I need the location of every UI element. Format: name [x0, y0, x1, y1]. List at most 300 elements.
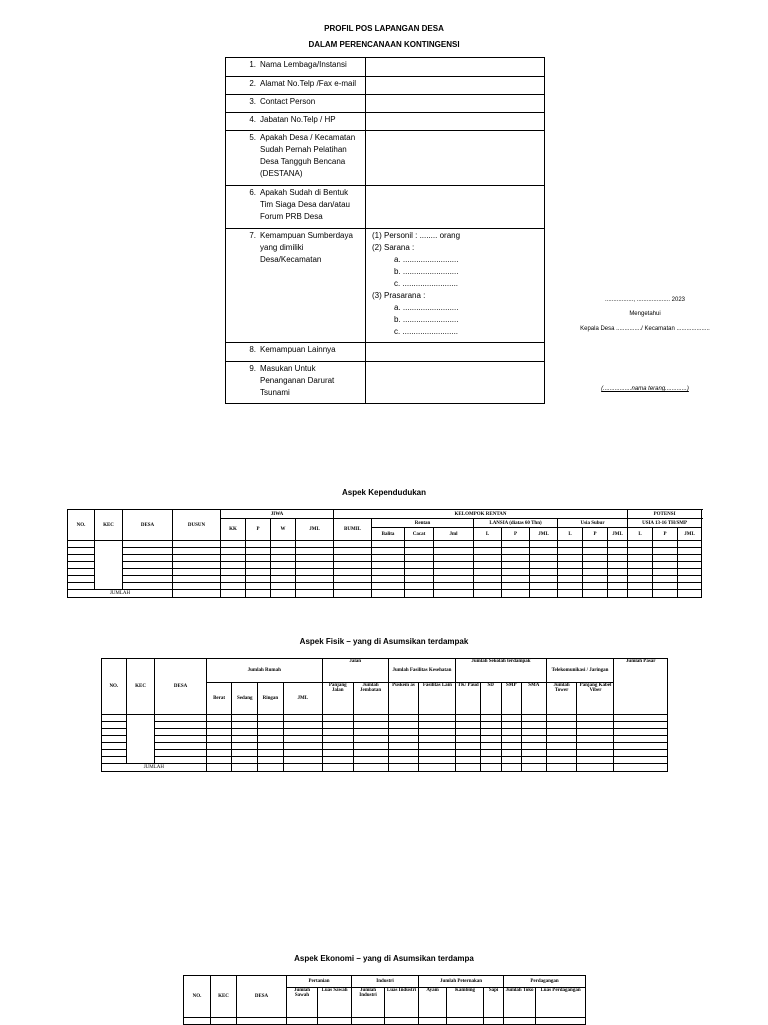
table-cell[interactable] [653, 569, 678, 576]
table-cell[interactable] [678, 555, 702, 562]
answer-cell[interactable] [366, 362, 545, 404]
table-cell[interactable] [474, 583, 502, 590]
table-cell[interactable] [211, 1018, 237, 1025]
table-cell[interactable] [258, 757, 284, 764]
table-cell[interactable] [334, 548, 372, 555]
table-cell[interactable] [502, 541, 530, 548]
col-panjang-jalan: Panjang Jalan [322, 683, 353, 715]
answer-cell[interactable] [366, 58, 545, 77]
table-cell[interactable] [68, 583, 95, 590]
table-cell[interactable] [232, 743, 258, 750]
table-cell[interactable] [474, 562, 502, 569]
table-cell[interactable] [388, 757, 419, 764]
col-perdagangan: Perdagangan [504, 976, 586, 988]
table-cell[interactable] [678, 562, 702, 569]
table-cell[interactable] [102, 722, 127, 729]
table-cell[interactable] [480, 743, 501, 750]
table-cell[interactable] [419, 757, 456, 764]
table-cell[interactable] [577, 722, 614, 729]
table-cell[interactable] [126, 715, 155, 764]
answer-cell[interactable] [366, 95, 545, 113]
table-cell[interactable] [583, 583, 608, 590]
table-cell[interactable] [653, 548, 678, 555]
table-cell[interactable] [546, 743, 577, 750]
table-cell[interactable] [271, 541, 296, 548]
table-cell[interactable] [608, 541, 628, 548]
table-cell[interactable] [68, 562, 95, 569]
table-cell[interactable] [123, 569, 173, 576]
table-cell[interactable] [419, 736, 456, 743]
table-cell[interactable] [614, 743, 668, 750]
table-cell[interactable] [155, 736, 206, 743]
table-cell[interactable] [456, 743, 481, 750]
table-cell[interactable] [608, 583, 628, 590]
table-cell[interactable] [484, 1018, 504, 1025]
table-cell[interactable] [558, 541, 583, 548]
table-cell[interactable] [372, 555, 405, 562]
table-cell[interactable] [502, 576, 530, 583]
table-cell[interactable] [123, 548, 173, 555]
table-cell[interactable] [283, 722, 322, 729]
answer-cell[interactable] [366, 77, 545, 95]
table-cell[interactable] [419, 722, 456, 729]
table-cell[interactable] [102, 729, 127, 736]
table-cell[interactable] [522, 743, 547, 750]
table-cell[interactable] [232, 736, 258, 743]
table-cell[interactable] [530, 548, 558, 555]
table-cell[interactable] [419, 750, 456, 757]
table-cell[interactable] [419, 715, 456, 722]
table-cell[interactable] [173, 548, 221, 555]
table-cell[interactable] [221, 541, 246, 548]
table-cell[interactable] [246, 548, 271, 555]
table-cell[interactable] [372, 569, 405, 576]
col-sekolah: Jumlah Sekolah terdampak [456, 659, 546, 683]
table-cell[interactable] [536, 1018, 586, 1025]
table-cell[interactable] [283, 736, 322, 743]
table-cell[interactable] [95, 541, 123, 590]
table-cell[interactable] [334, 583, 372, 590]
col-jumlah-tower: Jumlah Tower [546, 683, 577, 715]
table-cell[interactable] [558, 583, 583, 590]
table-cell[interactable] [258, 729, 284, 736]
table-cell[interactable] [322, 743, 353, 750]
table-cell[interactable] [173, 576, 221, 583]
table-cell[interactable] [530, 583, 558, 590]
table-cell[interactable] [577, 736, 614, 743]
table-cell[interactable] [480, 729, 501, 736]
table-cell[interactable] [155, 715, 206, 722]
table-cell[interactable] [123, 562, 173, 569]
table-cell[interactable] [206, 722, 232, 729]
table-cell[interactable] [388, 715, 419, 722]
table-cell[interactable] [474, 548, 502, 555]
table-cell[interactable] [653, 541, 678, 548]
table-cell[interactable] [501, 722, 522, 729]
col-jml: JML [283, 683, 322, 715]
table-cell[interactable] [678, 583, 702, 590]
answer-cell[interactable] [366, 343, 545, 362]
table-cell[interactable] [608, 569, 628, 576]
table-cell[interactable] [504, 1018, 536, 1025]
table-cell[interactable] [530, 576, 558, 583]
table-cell[interactable] [271, 562, 296, 569]
table-cell[interactable] [434, 569, 474, 576]
table-cell[interactable] [501, 729, 522, 736]
table-cell[interactable] [246, 583, 271, 590]
table-cell[interactable] [102, 715, 127, 722]
table-cell[interactable] [296, 576, 334, 583]
table-cell[interactable] [456, 757, 481, 764]
table-cell[interactable] [258, 750, 284, 757]
row-number: 4. [249, 115, 256, 124]
table-cell[interactable] [287, 1018, 318, 1025]
table-cell[interactable] [388, 722, 419, 729]
table-cell[interactable] [123, 576, 173, 583]
table-cell[interactable] [173, 562, 221, 569]
table-cell[interactable] [558, 555, 583, 562]
table-cell[interactable] [232, 757, 258, 764]
table-cell[interactable] [353, 736, 388, 743]
table-cell[interactable] [678, 548, 702, 555]
table-cell[interactable] [419, 743, 456, 750]
table-cell[interactable] [123, 541, 173, 548]
answer-cell[interactable] [366, 113, 545, 131]
table-cell[interactable] [522, 757, 547, 764]
table-cell[interactable] [614, 750, 668, 757]
table-cell[interactable] [614, 722, 668, 729]
table-cell[interactable] [474, 555, 502, 562]
table-cell[interactable] [353, 757, 388, 764]
col-peternakan: Jumlah Peternakan [419, 976, 504, 988]
col-lansia: LANSIA (diatas 60 Thn) [474, 519, 558, 528]
table-cell[interactable] [322, 757, 353, 764]
table-cell[interactable] [206, 750, 232, 757]
table-cell[interactable] [434, 555, 474, 562]
table-cell[interactable] [221, 569, 246, 576]
col-puskesmas: Puskem as [388, 683, 419, 715]
table-cell[interactable] [283, 750, 322, 757]
table-cell[interactable] [546, 750, 577, 757]
table-cell[interactable] [434, 583, 474, 590]
table-cell[interactable] [102, 736, 127, 743]
table-cell[interactable] [155, 757, 206, 764]
table-cell[interactable] [522, 750, 547, 757]
table-cell[interactable] [405, 548, 434, 555]
table-cell[interactable] [405, 576, 434, 583]
table-cell[interactable] [388, 743, 419, 750]
table-cell[interactable] [221, 576, 246, 583]
table-cell[interactable] [68, 555, 95, 562]
table-cell[interactable] [258, 715, 284, 722]
table-cell[interactable] [173, 555, 221, 562]
table-cell[interactable] [322, 715, 353, 722]
table-cell[interactable] [155, 722, 206, 729]
table-cell[interactable] [173, 583, 221, 590]
table-cell[interactable] [480, 750, 501, 757]
table-cell[interactable] [296, 583, 334, 590]
table-cell[interactable] [546, 722, 577, 729]
table-cell[interactable] [334, 562, 372, 569]
personil-line: (1) Personil : ........ orang [372, 231, 461, 240]
table-cell[interactable] [628, 562, 653, 569]
table-cell[interactable] [405, 569, 434, 576]
table-cell[interactable] [501, 736, 522, 743]
table-cell[interactable] [271, 583, 296, 590]
table-cell[interactable] [102, 743, 127, 750]
table-cell[interactable] [388, 729, 419, 736]
table-cell[interactable] [608, 548, 628, 555]
table-cell[interactable] [558, 576, 583, 583]
table-cell[interactable] [608, 562, 628, 569]
table-cell[interactable] [283, 743, 322, 750]
table-cell[interactable] [206, 757, 232, 764]
table-cell[interactable] [372, 548, 405, 555]
answer-cell[interactable] [366, 131, 545, 186]
table-cell[interactable] [206, 729, 232, 736]
table-cell[interactable] [456, 750, 481, 757]
table-cell[interactable] [577, 743, 614, 750]
table-cell[interactable] [434, 548, 474, 555]
table-cell[interactable] [232, 715, 258, 722]
table-cell[interactable] [68, 548, 95, 555]
table-cell[interactable] [184, 1018, 211, 1025]
table-cell[interactable] [480, 722, 501, 729]
table-cell[interactable] [221, 562, 246, 569]
table-row [68, 548, 702, 555]
table-cell[interactable] [334, 569, 372, 576]
table-cell[interactable] [232, 729, 258, 736]
jumlah-label: JUMLAH [68, 590, 173, 598]
table-cell[interactable] [246, 569, 271, 576]
table-cell[interactable] [583, 562, 608, 569]
table-cell[interactable] [296, 541, 334, 548]
table-cell[interactable] [628, 569, 653, 576]
table-cell[interactable] [206, 736, 232, 743]
table-cell[interactable] [246, 541, 271, 548]
table-cell[interactable] [155, 743, 206, 750]
table-cell[interactable] [434, 576, 474, 583]
table-cell[interactable] [296, 569, 334, 576]
table-cell[interactable] [583, 548, 608, 555]
table-cell[interactable] [246, 576, 271, 583]
table-cell[interactable] [232, 722, 258, 729]
kepala-desa-line: Kepala Desa .............../ Kecamatan .................... [580, 326, 710, 332]
table-cell[interactable] [456, 736, 481, 743]
table-cell[interactable] [502, 562, 530, 569]
table-cell[interactable] [653, 555, 678, 562]
col-sd: SD [480, 683, 501, 715]
table-cell[interactable] [271, 569, 296, 576]
table-cell[interactable] [653, 562, 678, 569]
table-cell[interactable] [456, 729, 481, 736]
table-cell[interactable] [522, 729, 547, 736]
table-cell[interactable] [614, 736, 668, 743]
table-cell[interactable] [501, 715, 522, 722]
table-cell[interactable] [653, 576, 678, 583]
table-cell[interactable] [474, 576, 502, 583]
table-cell[interactable] [385, 1018, 419, 1025]
table-cell[interactable] [246, 562, 271, 569]
table-cell[interactable] [522, 715, 547, 722]
table-cell[interactable] [322, 750, 353, 757]
answer-cell[interactable] [366, 186, 545, 229]
table-cell[interactable] [372, 541, 405, 548]
table-cell[interactable] [502, 569, 530, 576]
table-cell[interactable] [628, 548, 653, 555]
table-cell[interactable] [322, 729, 353, 736]
table-cell[interactable] [530, 541, 558, 548]
table-cell[interactable] [583, 555, 608, 562]
table-cell[interactable] [456, 715, 481, 722]
table-cell[interactable] [283, 729, 322, 736]
table-cell[interactable] [246, 555, 271, 562]
table-cell[interactable] [501, 743, 522, 750]
table-cell[interactable] [221, 548, 246, 555]
table-cell[interactable] [522, 736, 547, 743]
table-cell[interactable] [608, 555, 628, 562]
table-cell[interactable] [155, 750, 206, 757]
table-cell[interactable] [258, 743, 284, 750]
table-cell[interactable] [502, 555, 530, 562]
table-cell[interactable] [546, 715, 577, 722]
table-cell[interactable] [501, 757, 522, 764]
table-cell[interactable] [283, 715, 322, 722]
table-cell[interactable] [123, 583, 173, 590]
table-cell[interactable] [577, 729, 614, 736]
table-cell[interactable] [474, 569, 502, 576]
table-cell[interactable] [155, 729, 206, 736]
table-cell[interactable] [68, 569, 95, 576]
table-cell[interactable] [271, 548, 296, 555]
table-cell[interactable] [480, 715, 501, 722]
table-cell[interactable] [258, 736, 284, 743]
table-cell[interactable] [173, 569, 221, 576]
table-cell[interactable] [678, 569, 702, 576]
table-cell[interactable] [372, 576, 405, 583]
table-cell[interactable] [372, 562, 405, 569]
table-cell[interactable] [271, 576, 296, 583]
table-cell[interactable] [678, 541, 702, 548]
table-cell[interactable] [502, 548, 530, 555]
table-cell[interactable] [353, 715, 388, 722]
table-cell[interactable] [221, 583, 246, 590]
table-cell[interactable] [353, 729, 388, 736]
table-cell[interactable] [237, 1018, 287, 1025]
table-cell[interactable] [583, 569, 608, 576]
table-cell[interactable] [558, 562, 583, 569]
table-cell[interactable] [501, 750, 522, 757]
table-cell[interactable] [258, 722, 284, 729]
table-cell[interactable] [206, 715, 232, 722]
table-cell[interactable] [318, 1018, 352, 1025]
table-cell[interactable] [221, 555, 246, 562]
table-cell[interactable] [352, 1018, 385, 1025]
table-cell[interactable] [530, 562, 558, 569]
table-row [68, 569, 702, 576]
table-cell[interactable] [334, 555, 372, 562]
row-label: Alamat No.Telp /Fax e-mail [260, 79, 357, 88]
table-cell[interactable] [296, 548, 334, 555]
table-cell[interactable] [502, 583, 530, 590]
table-cell[interactable] [334, 541, 372, 548]
table-cell[interactable] [68, 541, 95, 548]
table-cell[interactable] [577, 757, 614, 764]
table-cell[interactable] [628, 576, 653, 583]
table-cell[interactable] [480, 757, 501, 764]
table-cell[interactable] [546, 736, 577, 743]
table-cell[interactable] [678, 576, 702, 583]
table-cell[interactable] [614, 729, 668, 736]
table-cell[interactable] [474, 541, 502, 548]
table-cell[interactable] [353, 750, 388, 757]
table-cell[interactable] [334, 576, 372, 583]
table-cell[interactable] [123, 555, 173, 562]
table-cell[interactable] [480, 736, 501, 743]
resources-cell[interactable] [366, 229, 545, 343]
table-cell[interactable] [353, 743, 388, 750]
table-cell[interactable] [388, 736, 419, 743]
form-title: PROFIL POS LAPANGAN DESA [324, 24, 444, 33]
table-cell[interactable] [405, 555, 434, 562]
table-cell[interactable] [614, 715, 668, 722]
table-cell[interactable] [530, 569, 558, 576]
table-cell[interactable] [628, 541, 653, 548]
table-cell[interactable] [173, 541, 221, 548]
table-cell[interactable] [419, 1018, 447, 1025]
table-cell[interactable] [577, 750, 614, 757]
table-cell[interactable] [628, 583, 653, 590]
table-cell[interactable] [546, 757, 577, 764]
table-cell[interactable] [102, 750, 127, 757]
table-cell[interactable] [608, 576, 628, 583]
ekonomi-table [183, 975, 586, 1025]
table-cell[interactable] [522, 722, 547, 729]
table-cell[interactable] [558, 569, 583, 576]
table-cell[interactable] [456, 722, 481, 729]
table-cell[interactable] [405, 541, 434, 548]
table-cell[interactable] [322, 722, 353, 729]
table-cell[interactable] [405, 583, 434, 590]
table-cell[interactable] [102, 757, 127, 764]
table-cell[interactable] [68, 576, 95, 583]
table-cell[interactable] [583, 576, 608, 583]
table-cell[interactable] [434, 562, 474, 569]
table-cell[interactable] [577, 715, 614, 722]
table-cell[interactable] [353, 722, 388, 729]
table-cell[interactable] [614, 757, 668, 764]
table-cell[interactable] [419, 729, 456, 736]
table-cell[interactable] [558, 548, 583, 555]
table-cell[interactable] [388, 750, 419, 757]
table-cell[interactable] [296, 562, 334, 569]
table-cell[interactable] [434, 541, 474, 548]
table-cell[interactable] [271, 555, 296, 562]
table-cell[interactable] [583, 541, 608, 548]
table-cell[interactable] [628, 555, 653, 562]
table-cell[interactable] [296, 555, 334, 562]
table-cell[interactable] [372, 583, 405, 590]
table-cell[interactable] [322, 736, 353, 743]
table-cell[interactable] [653, 583, 678, 590]
table-cell[interactable] [405, 562, 434, 569]
table-cell[interactable] [283, 757, 322, 764]
table-cell[interactable] [232, 750, 258, 757]
table-cell[interactable] [530, 555, 558, 562]
table-cell[interactable] [546, 729, 577, 736]
table-cell[interactable] [447, 1018, 484, 1025]
table-cell[interactable] [206, 743, 232, 750]
